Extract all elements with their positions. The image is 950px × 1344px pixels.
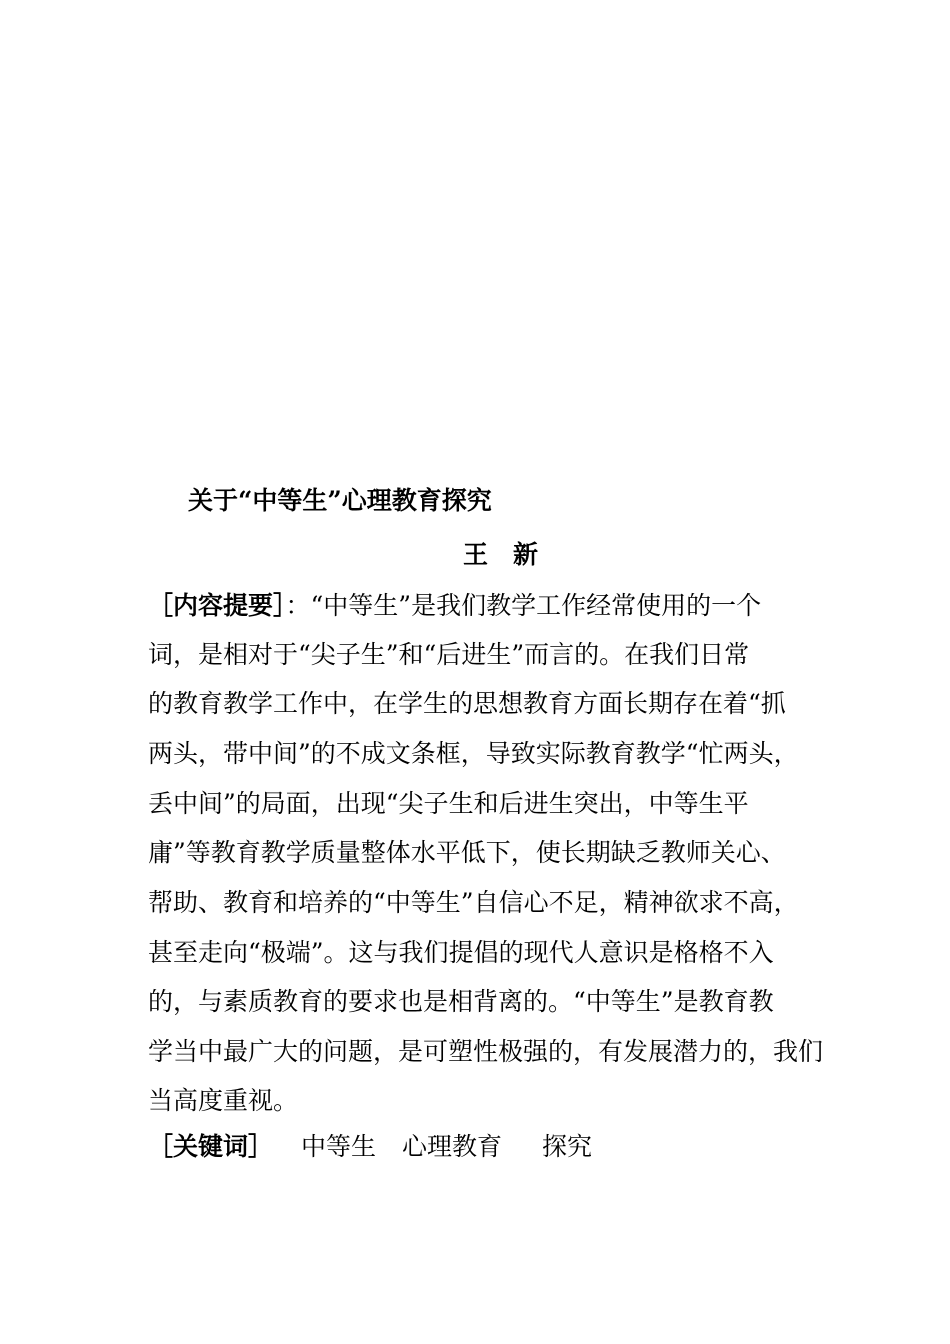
abstract-line-1 bbox=[148, 586, 761, 622]
abstract-line-6: 庸”等教育教学质量整体水平低下，使长期缺乏教师关心、 bbox=[148, 838, 786, 867]
keyword-item: 心理教育 bbox=[402, 1132, 503, 1161]
abstract-label: ［内容提要］ bbox=[148, 591, 286, 620]
abstract-line-11: 当高度重视。 bbox=[148, 1086, 299, 1115]
document-title: 关于“中等生”心理教育探究 bbox=[188, 486, 492, 515]
abstract-line-5: 丢中间”的局面，出现“尖子生和后进生突出，中等生平 bbox=[148, 789, 749, 818]
keywords-line bbox=[148, 1127, 592, 1163]
abstract-line-4: 两头，带中间”的不成文条框，导致实际教育教学“忙两头， bbox=[148, 739, 799, 768]
abstract-line-9: 的，与素质教育的要求也是相背离的。“中等生”是教育教 bbox=[148, 987, 774, 1016]
abstract-line-8: 甚至走向“极端”。这与我们提倡的现代人意识是格格不入 bbox=[148, 938, 774, 967]
abstract-line-2: 词，是相对于“尖子生”和“后进生”而言的。在我们日常 bbox=[148, 640, 750, 669]
keyword-item: 中等生 bbox=[301, 1132, 377, 1161]
abstract-text: ：“中等生”是我们教学工作经常使用的一个 bbox=[285, 591, 762, 620]
abstract-line-7: 帮助、教育和培养的“中等生”自信心不足，精神欲求不高， bbox=[148, 888, 799, 917]
keywords-label: ［关键词］ bbox=[148, 1132, 274, 1161]
abstract-line-3: 的教育教学工作中，在学生的思想教育方面长期存在着“抓 bbox=[148, 689, 786, 718]
abstract-line-10: 学当中最广大的问题，是可塑性极强的，有发展潜力的，我们 bbox=[148, 1037, 824, 1066]
keyword-item: 探究 bbox=[542, 1132, 593, 1161]
author-name: 王 新 bbox=[463, 540, 539, 569]
